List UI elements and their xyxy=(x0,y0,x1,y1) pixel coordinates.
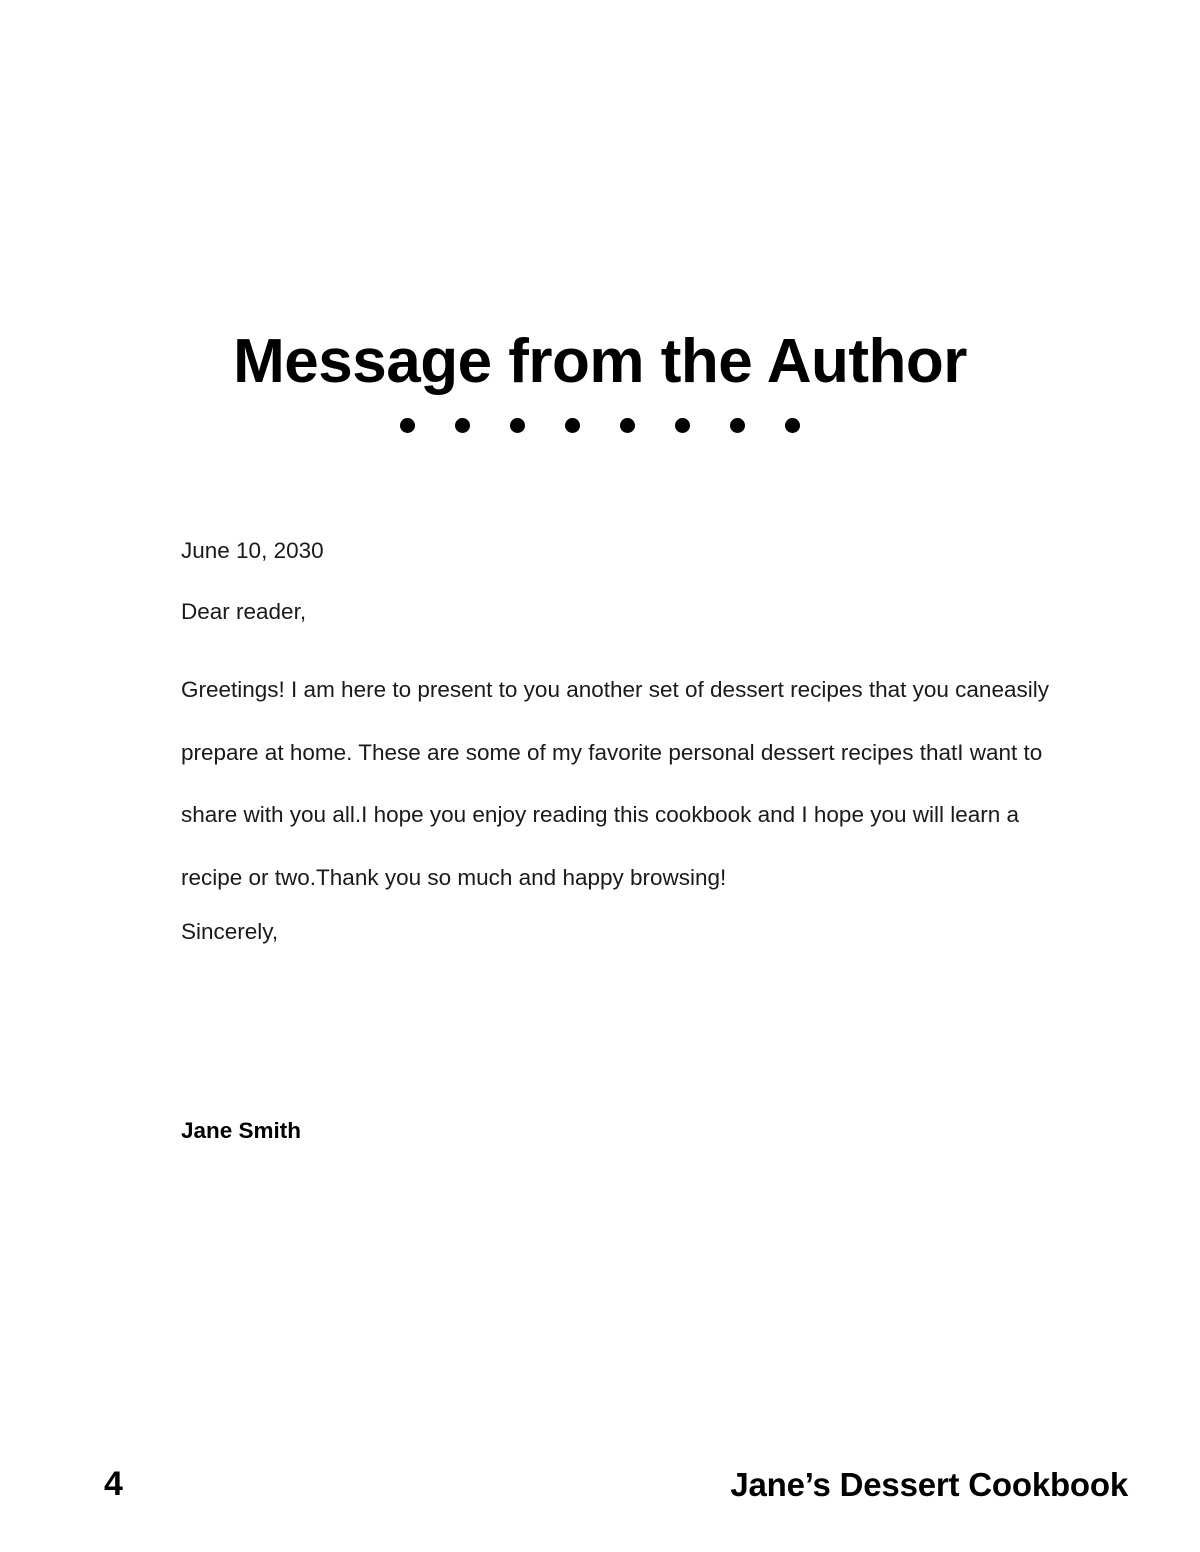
dot-icon xyxy=(620,418,635,433)
page-number: 4 xyxy=(104,1465,123,1503)
dot-icon xyxy=(730,418,745,433)
letter-paragraph: Greetings! I am here to present to you another set of dessert recipes that you caneasily prepare at home. These are some of my favorite personal dessert recipes thatI want to share with you all.I hope you enjoy reading this cookbook and I hope you will learn a recipe or two.Thank you so much and happy browsing! xyxy=(181,677,1049,890)
footer-book-title: Jane’s Dessert Cookbook xyxy=(730,1466,1128,1503)
letter-body xyxy=(181,538,1051,980)
dot-icon xyxy=(675,418,690,433)
letter-date: June 10, 2030 xyxy=(181,538,324,563)
dot-icon xyxy=(565,418,580,433)
dot-icon xyxy=(510,418,525,433)
dot-icon xyxy=(455,418,470,433)
letter-salutation: Dear reader, xyxy=(181,598,307,624)
page-title: Message from the Author xyxy=(233,326,967,396)
dot-icon xyxy=(785,418,800,433)
letter-closing: Sincerely, xyxy=(181,919,279,945)
author-signature: Jane Smith xyxy=(181,1118,302,1143)
dot-divider xyxy=(0,418,1200,433)
dot-icon xyxy=(400,418,415,433)
